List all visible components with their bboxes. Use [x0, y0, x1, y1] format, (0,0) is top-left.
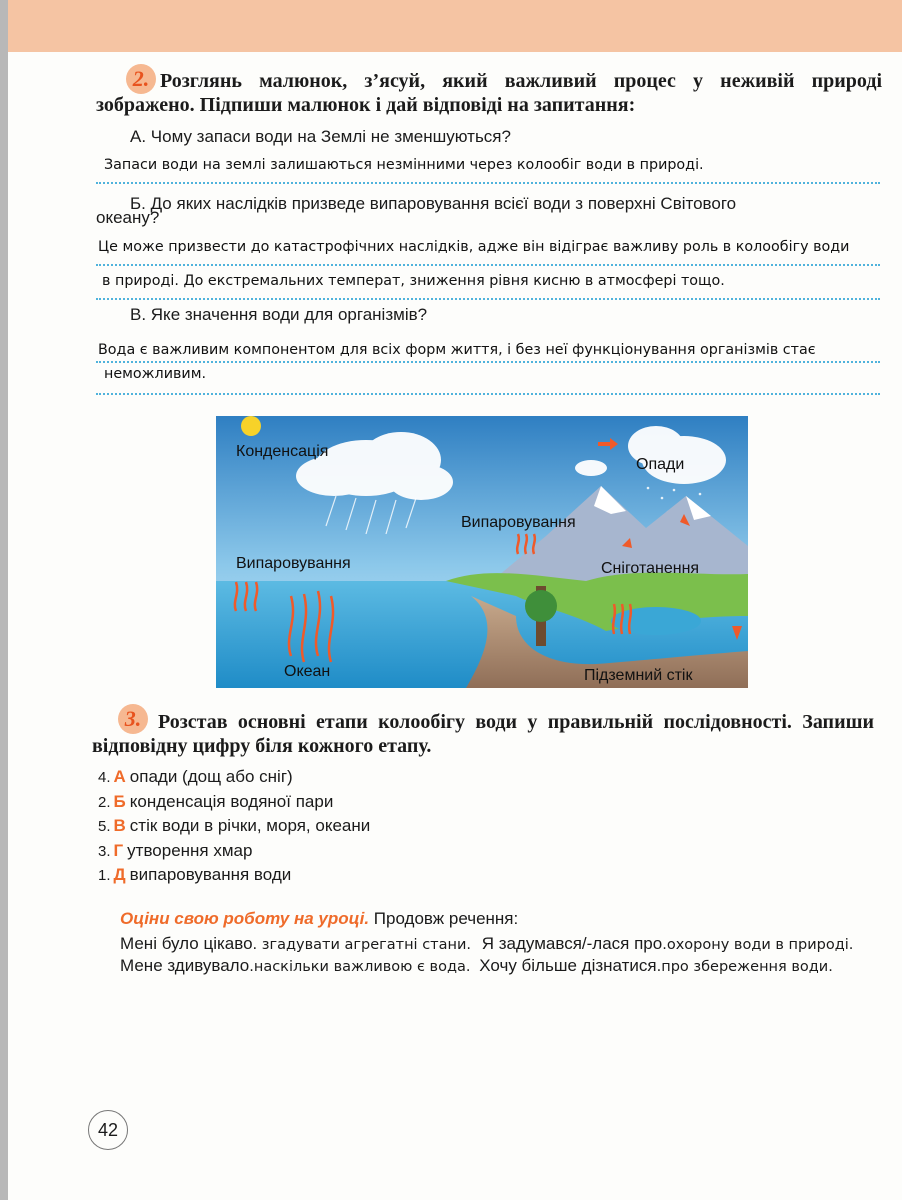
task-title-line: Запиши відповідну цифру біля кожного етапу.	[92, 711, 875, 757]
evaluation-sentence: Мене здивувало	[120, 956, 250, 975]
evaluation-answer: .про збереження води.	[656, 959, 833, 975]
sun-icon	[241, 416, 261, 436]
answer-line	[96, 182, 880, 184]
label-precipitation: Опади	[636, 456, 685, 473]
label-evaporation-mid: Випаровування	[461, 514, 576, 531]
evaluation-prompt: Продовж речення:	[373, 909, 519, 928]
label-condensation: Конденсація	[236, 443, 329, 460]
question-b: Б. До яких наслідків призведе випаровування всієї води з поверхні Світового	[130, 194, 737, 213]
evaluation-heading-row	[120, 908, 518, 930]
question-b-continued: океану?	[96, 208, 160, 227]
water-cycle-diagram	[216, 416, 748, 688]
lake	[611, 607, 701, 635]
label-ocean: Океан	[284, 663, 331, 680]
answer-line	[96, 264, 880, 266]
stage-item: 2. Б конденсація водяної пари	[98, 792, 334, 811]
evaluation-answer: .наскільки важливою є вода.	[249, 959, 471, 975]
stage-item: 1. Д випаровування води	[98, 865, 292, 884]
stage-item: 4. А опади (дощ або сніг)	[98, 767, 293, 786]
task-title-line: зображено. Підпиши малюнок і дай відповіді на запитання:	[96, 94, 636, 116]
evaluation-answer: . згадувати агрегатні стани.	[252, 937, 472, 953]
question-v: В. Яке значення води для організмів?	[130, 305, 428, 324]
task-title	[92, 710, 874, 758]
evaluation-answer: .охорону води в природі.	[662, 937, 854, 953]
tree	[525, 590, 557, 622]
page-header-band	[0, 0, 902, 52]
answer-b-line2: в природі. До екстремальних температ, зниження рівня кисню в атмосфері тощо.	[102, 273, 725, 289]
stage-item: 5. В стік води в річки, моря, океани	[98, 816, 371, 835]
task-number-badge: 3.	[118, 704, 148, 734]
answer-b-line1: Це може призвести до катастрофічних наслідків, адже він відіграє важливу роль в колообігу води	[98, 239, 850, 255]
label-groundwater: Підземний стік	[584, 667, 693, 684]
label-snowmelt: Сніготанення	[601, 560, 700, 577]
answer-v-line2: неможливим.	[104, 366, 207, 382]
label-evaporation-left: Випаровування	[236, 555, 351, 572]
evaluation-sentence: Мені було цікаво	[120, 934, 253, 953]
stage-item: 3. Г утворення хмар	[98, 841, 253, 860]
task-number-badge: 2.	[126, 64, 156, 94]
evaluation-heading: Оціни свою роботу на уроці.	[120, 909, 370, 928]
page-edge	[0, 0, 8, 1200]
answer-line	[96, 393, 880, 395]
task-title	[96, 69, 882, 117]
evaluation-row-2	[120, 955, 833, 978]
page-number: 42	[88, 1110, 128, 1150]
question-a: А. Чому запаси води на Землі не зменшуються?	[130, 127, 511, 146]
answer-a: Запаси води на землі залишаються незмінними через колообіг води в природі.	[104, 157, 704, 173]
evaluation-sentence: Хочу більше дізнатися	[479, 956, 657, 975]
evaluation-row-1	[120, 933, 853, 956]
answer-line	[96, 298, 880, 300]
task-title-line: Розглянь малюнок, з’ясуй, який важливий процес у неживій природі	[160, 70, 882, 92]
task-title-line: Розстав основні етапи колообігу води у правильній послідовності.	[158, 711, 792, 733]
answer-v-line1: Вода є важливим компонентом для всіх форм життя, і без неї функціонування організмів стає	[98, 342, 816, 358]
evaluation-sentence: Я задумався/-лася про	[481, 934, 663, 953]
answer-line	[96, 361, 880, 363]
